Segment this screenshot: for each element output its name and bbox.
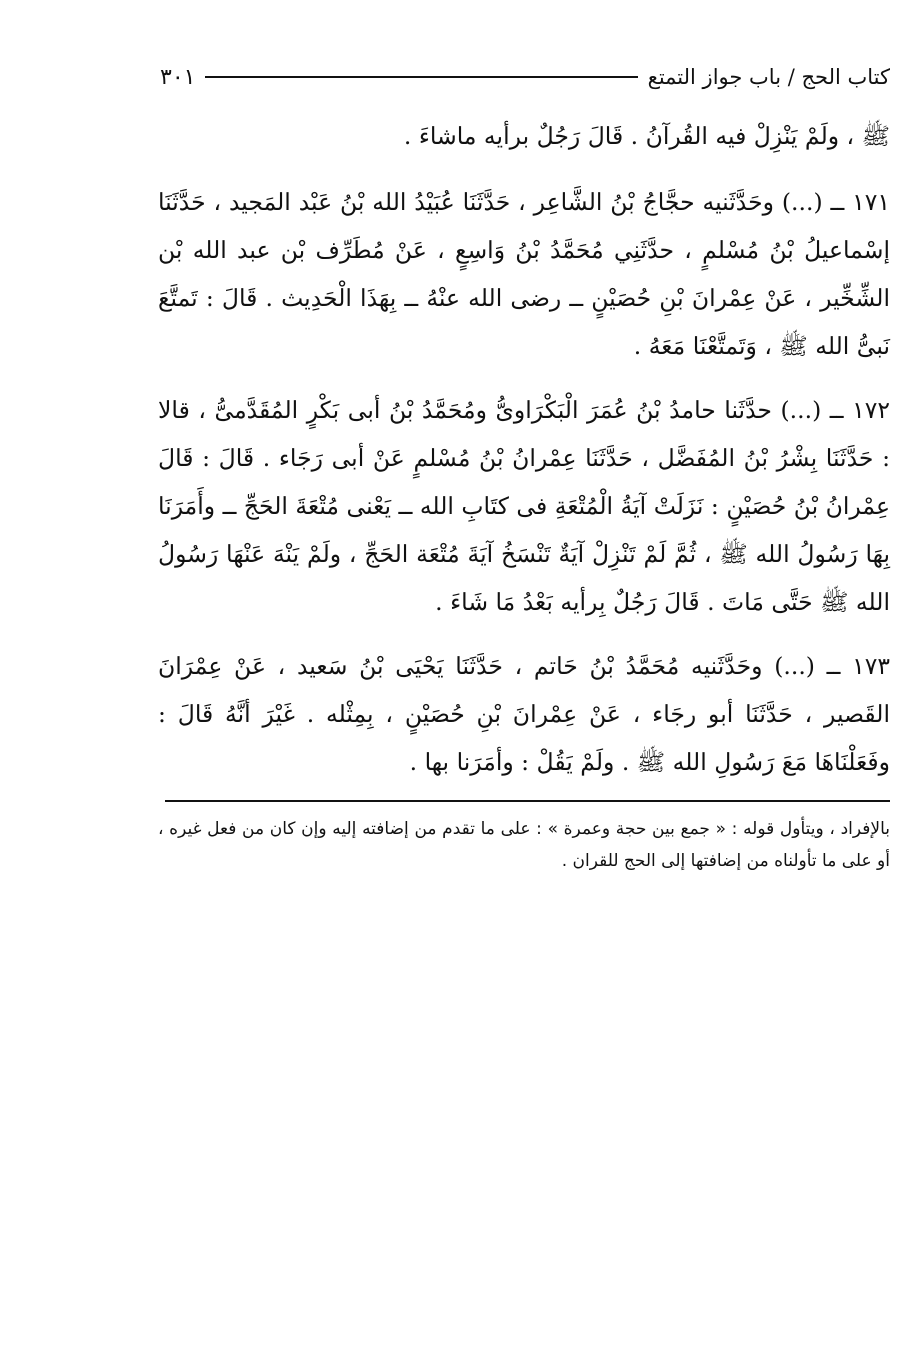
hadith-172: ١٧٢ ــ (...) حدَّثَنا حامدُ بْنُ عُمَرَ الْبَكْرَاوىُّ ومُحَمَّدُ بْنُ أبى بَكْرٍ المُقَدَّمىُّ ، قالا : حَدَّثَنَا بِشْرُ بْنُ المُفَضَّل ، حَدَّثَنَا عِمْرانُ بْنُ مُسْلمٍ عَنْ أبى رَجَاء . قَالَ : قَالَ عِمْرانُ بْنُ حُصَيْنٍ : نَزَلَتْ آيَةُ الْمُتْعَةِ فى كتَابِ الله ــ يَعْنى مُتْعَةَ الحَجِّ ــ وأَمَرَنَا بِهَا رَسُولُ الله ﷺ ، ثُمَّ لَمْ تَنْزِلْ آيَةٌ تَنْسَخُ آيَةَ مُتْعَة الحَجِّ ، ولَمْ يَنْهَ عَنْهَا رَسُولُ الله ﷺ حَتَّى مَاتَ . قَالَ رَجُلٌ بِرأيه بَعْدُ مَا شَاءَ . [158, 396, 890, 616]
running-header [160, 62, 890, 92]
main-text [158, 112, 890, 802]
footnote-divider [165, 800, 890, 802]
footnote-text: بالإفراد ، ويتأول قوله : « جمع بين حجة وعمرة » : على ما تقدم من إضافته إليه وإن كان من فعل غيره ، أو على ما تأولناه من إضافتها إلى الحج للقران . [158, 819, 890, 871]
page-number: ٣٠١ [160, 64, 196, 90]
chapter-title: كتاب الحج / باب جواز التمتع [647, 65, 890, 89]
header-rule [205, 76, 637, 78]
hadith-173: ١٧٣ ــ (...) وحَدَّثَنيه مُحَمَّدُ بْنُ حَاتم ، حَدَّثَنَا يَحْيَى بْنُ سَعيد ، عَنْ عِمْرَانَ القَصير ، حَدَّثَنَا أبو رجَاء ، عَنْ عِمْرانَ بْنِ حُصَيْنٍ ، بِمِثْله . غَيْرَ أنَّهُ قَالَ : وفَعَلْنَاهَا مَعَ رَسُولِ الله ﷺ . ولَمْ يَقُلْ : وأمَرَنا بها . [158, 652, 890, 776]
hadith-171: ١٧١ ــ (...) وحَدَّثَنيه حجَّاجُ بْنُ الشَّاعِر ، حَدَّثَنَا عُبَيْدُ الله بْنُ عَبْد المَجيد ، حَدَّثَنَا إسْماعيلُ بْنُ مُسْلمٍ ، حدَّثَنِي مُحَمَّدُ بْنُ وَاسِعٍ ، عَنْ مُطَرِّف بْن عبد الله بْن الشِّخِّير ، عَنْ عِمْرانَ بْنِ حُصَيْنٍ ــ رضى الله عنْهُ ــ بِهَذَا الْحَدِيث . قَالَ : تَمتَّعَ نَبىُّ الله ﷺ ، وَتَمتَّعْنَا مَعَهُ . [158, 188, 890, 360]
paragraph-continuation: ﷺ ، ولَمْ يَنْزِلْ فيه القُرآنُ . قَالَ رَجُلٌ برأيه ماشاءَ . [403, 122, 890, 150]
